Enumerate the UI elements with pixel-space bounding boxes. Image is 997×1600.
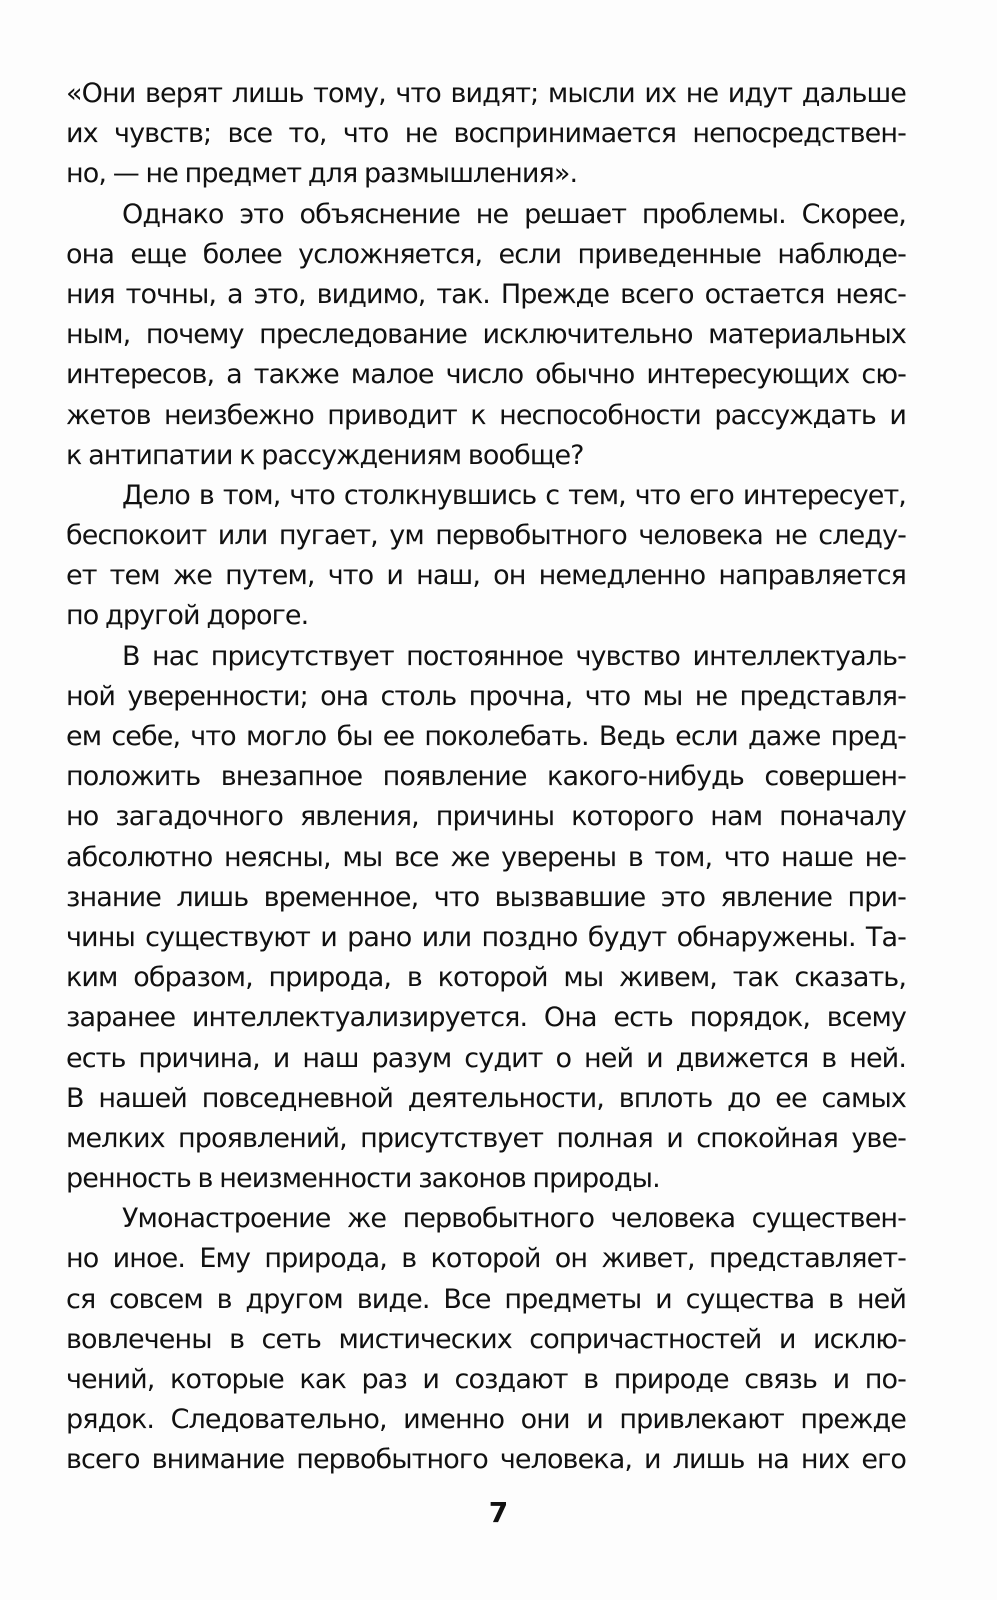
text-line: она еще более усложняется, если приведенные наблюде- bbox=[66, 238, 906, 270]
paragraph bbox=[66, 476, 906, 637]
text-line: вовлечены в сеть мистических сопричастностей и исклю- bbox=[66, 1323, 906, 1355]
text-line: абсолютно неясны, мы все же уверены в том, что наше не- bbox=[66, 841, 906, 873]
text-line: к антипатии к рассуждениям вообще? bbox=[66, 439, 584, 471]
text-line: жетов неизбежно приводит к неспособности рассуждать и bbox=[66, 399, 906, 431]
text-line: есть причина, и наш разум судит о ней и движется в ней. bbox=[66, 1042, 906, 1074]
text-line: Однако это объяснение не решает проблемы. Скорее, bbox=[122, 198, 906, 230]
text-line: чины существуют и рано или поздно будут обнаружены. Та- bbox=[66, 921, 906, 953]
text-line: ем себе, что могло бы ее поколебать. Ведь если даже пред- bbox=[66, 721, 906, 752]
text-line: беспокоит или пугает, ум первобытного человека не следу- bbox=[66, 520, 906, 552]
text-line: заранее интеллектуализируется. Она есть порядок, всему bbox=[66, 1002, 906, 1034]
text-line: всего внимание первобытного человека, и лишь на них его bbox=[66, 1444, 906, 1476]
text-line: чений, которые как раз и создают в природе связь и по- bbox=[66, 1364, 906, 1395]
paragraph bbox=[66, 74, 906, 195]
text-line: но иное. Ему природа, в которой он живет, представляет- bbox=[66, 1243, 906, 1275]
text-line: В нашей повседневной деятельности, вплоть до ее самых bbox=[66, 1082, 906, 1114]
page-number: 7 bbox=[488, 1496, 509, 1529]
text-line: но загадочного явления, причины которого нам поначалу bbox=[66, 801, 906, 833]
text-line: рядок. Следовательно, именно они и привлекают прежде bbox=[66, 1404, 906, 1436]
text-line: интересов, а также малое число обычно интересующих сю- bbox=[66, 359, 906, 391]
paragraph bbox=[66, 637, 906, 1200]
text-line: по другой дороге. bbox=[66, 600, 309, 632]
text-line: ся совсем в другом виде. Все предметы и существа в ней bbox=[66, 1283, 906, 1315]
text-line: ной уверенности; она столь прочна, что мы не представля- bbox=[66, 680, 906, 712]
body-text bbox=[66, 74, 906, 1481]
text-line: положить внезапное появление какого-нибудь совершен- bbox=[66, 761, 906, 793]
text-line: ренность в неизменности законов природы. bbox=[66, 1163, 660, 1195]
text-line: В нас присутствует постоянное чувство интеллектуаль- bbox=[122, 640, 906, 672]
text-line: знание лишь временное, что вызвавшие это явление при- bbox=[66, 881, 906, 913]
text-line: ным, почему преследование исключительно материальных bbox=[66, 319, 906, 351]
text-line: мелких проявлений, присутствует полная и спокойная уве- bbox=[66, 1122, 906, 1154]
paragraph bbox=[66, 195, 906, 476]
text-line: «Они верят лишь тому, что видят; мысли их не идут дальше bbox=[66, 78, 906, 109]
text-line: Умонастроение же первобытного человека существен- bbox=[122, 1203, 906, 1235]
text-line: ким образом, природа, в которой мы живем, так сказать, bbox=[66, 962, 906, 994]
text-line: ния точны, а это, видимо, так. Прежде всего остается неяс- bbox=[66, 278, 906, 310]
text-line: но, — не предмет для размышления». bbox=[66, 158, 578, 190]
paragraph bbox=[66, 1199, 906, 1480]
text-line: их чувств; все то, что не воспринимается непосредствен- bbox=[66, 118, 906, 150]
text-line: ет тем же путем, что и наш, он немедленно направляется bbox=[66, 560, 906, 592]
text-line: Дело в том, что столкнувшись с тем, что его интересует, bbox=[122, 479, 906, 511]
